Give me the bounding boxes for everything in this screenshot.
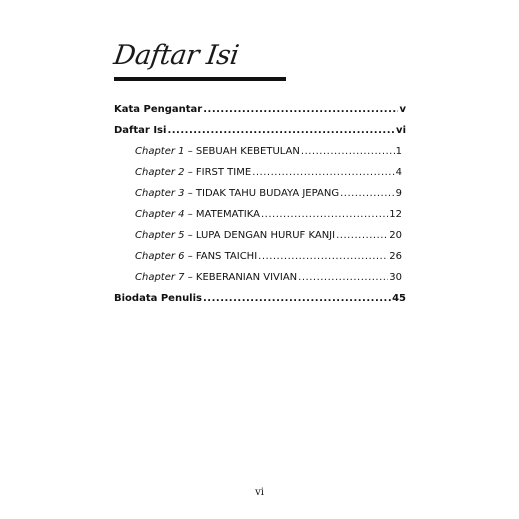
entry-page-number: 45 bbox=[392, 293, 406, 304]
chapter-separator: – bbox=[184, 146, 196, 157]
chapter-title: KEBERANIAN VIVIAN bbox=[195, 272, 298, 283]
toc-entry-chapter bbox=[135, 229, 402, 243]
entry-title: Biodata Penulis bbox=[114, 293, 202, 304]
entry-page-number: 1 bbox=[395, 146, 402, 157]
dot-leader bbox=[261, 208, 388, 222]
toc-entry-chapter bbox=[135, 187, 402, 201]
entry-page-number: 4 bbox=[395, 167, 402, 178]
dot-leader bbox=[258, 250, 388, 264]
chapter-separator: – bbox=[184, 209, 196, 220]
dot-leader bbox=[167, 124, 395, 138]
chapter-title: FIRST TIME bbox=[195, 167, 252, 178]
entry-title: Daftar Isi bbox=[114, 125, 167, 136]
dot-leader bbox=[252, 166, 394, 180]
chapter-label: Chapter 3 bbox=[135, 188, 185, 199]
toc-entry-biodata-penulis bbox=[114, 292, 406, 306]
toc-heading: Daftar Isi bbox=[111, 40, 241, 71]
chapter-label: Chapter 7 bbox=[135, 272, 185, 283]
chapter-title: SEBUAH KEBETULAN bbox=[195, 146, 300, 157]
toc-entry-chapter bbox=[135, 145, 402, 159]
dot-leader bbox=[340, 187, 395, 201]
chapter-title: MATEMATIKA bbox=[195, 209, 260, 220]
chapter-label: Chapter 4 bbox=[135, 209, 185, 220]
toc-entry-kata-pengantar bbox=[114, 103, 406, 117]
chapter-label: Chapter 5 bbox=[135, 230, 185, 241]
entry-page-number: 12 bbox=[389, 209, 402, 220]
chapter-title: LUPA DENGAN HURUF KANJI bbox=[195, 230, 336, 241]
dot-leader bbox=[298, 271, 388, 285]
chapter-label: Chapter 1 bbox=[135, 146, 185, 157]
dot-leader bbox=[203, 103, 398, 117]
chapter-separator: – bbox=[184, 230, 196, 241]
entry-page-number: 20 bbox=[389, 230, 402, 241]
heading-underline bbox=[114, 77, 286, 81]
chapter-separator: – bbox=[184, 272, 196, 283]
chapter-separator: – bbox=[184, 188, 196, 199]
chapter-separator: – bbox=[184, 167, 196, 178]
entry-page-number: 9 bbox=[395, 188, 402, 199]
dot-leader bbox=[203, 292, 391, 306]
toc-entry-chapter bbox=[135, 271, 402, 285]
chapter-label: Chapter 6 bbox=[135, 251, 185, 262]
toc-entry-chapter bbox=[135, 208, 402, 222]
entry-page-number: vi bbox=[396, 125, 406, 136]
chapter-title: FANS TAICHI bbox=[195, 251, 258, 262]
toc-entry-daftar-isi bbox=[114, 124, 406, 138]
toc-entry-chapter bbox=[135, 250, 402, 264]
entry-page-number: v bbox=[399, 104, 406, 115]
chapter-separator: – bbox=[184, 251, 196, 262]
chapter-title: TIDAK TAHU BUDAYA JEPANG bbox=[195, 188, 340, 199]
entry-title: Kata Pengantar bbox=[114, 104, 203, 115]
page-number-footer: vi bbox=[255, 487, 264, 498]
dot-leader bbox=[336, 229, 388, 243]
toc-entry-chapter bbox=[135, 166, 402, 180]
entry-page-number: 30 bbox=[389, 272, 402, 283]
chapter-label: Chapter 2 bbox=[135, 167, 185, 178]
entry-page-number: 26 bbox=[389, 251, 402, 262]
dot-leader bbox=[301, 145, 395, 159]
